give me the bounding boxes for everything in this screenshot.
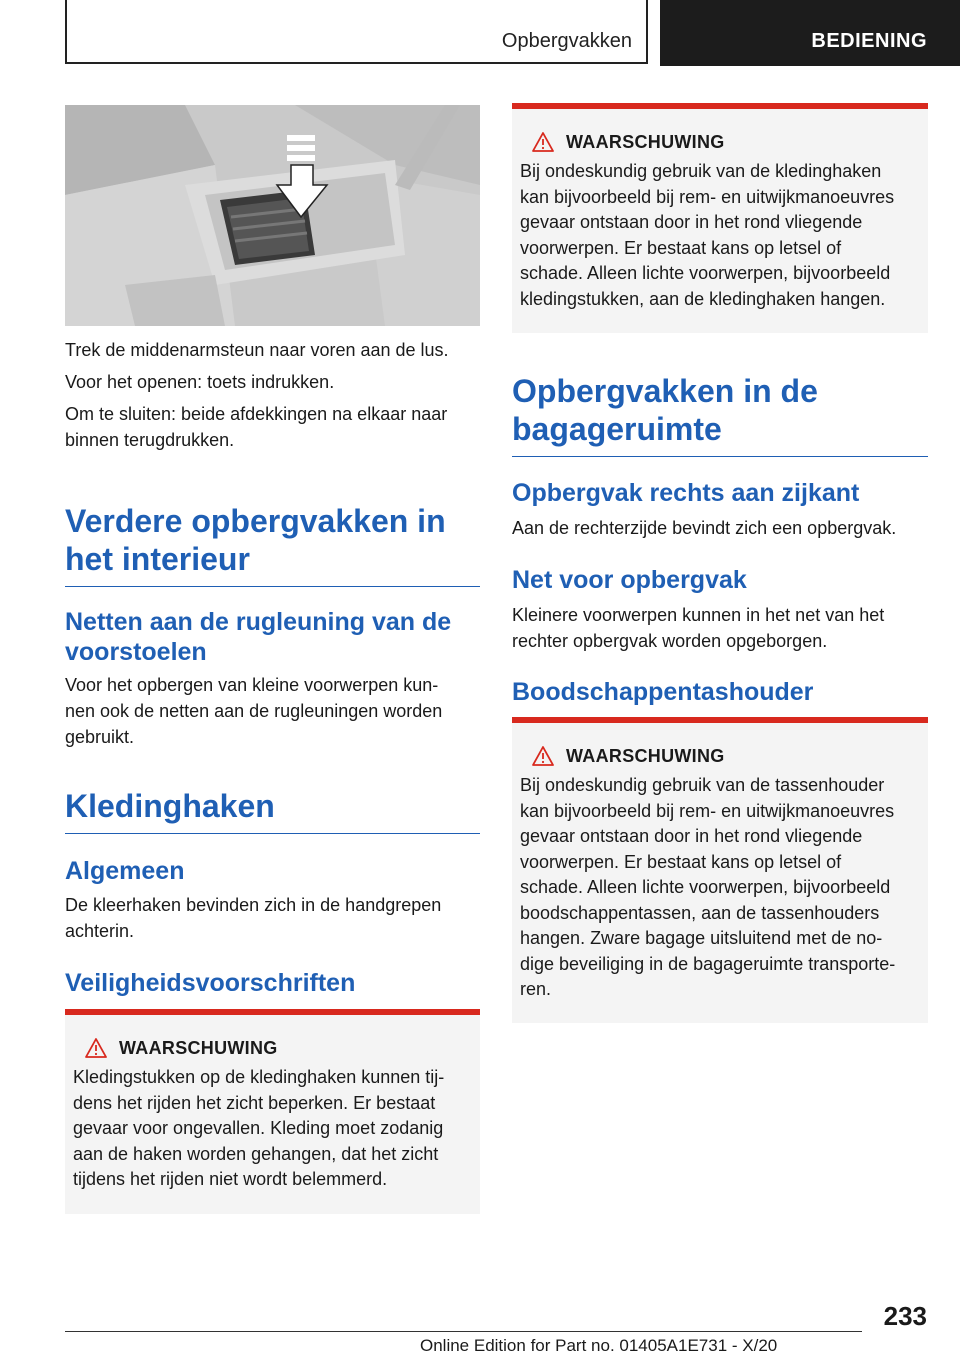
- paragraph-line: De kleerhaken bevinden zich in de handgrepen: [65, 895, 442, 915]
- paragraph-pull-armrest: Trek de middenarmsteun naar voren aan de lus.: [65, 340, 449, 360]
- armrest-illustration: [65, 105, 480, 326]
- warning-line: dens het rijden het zicht beperken. Er bestaat: [73, 1092, 436, 1113]
- warning-line: Kledingstukken op de kledinghaken kunnen tij-: [73, 1067, 445, 1087]
- paragraph-line: Voor het opbergen van kleine voorwerpen kun-: [65, 675, 439, 695]
- warning-header: [73, 1035, 472, 1061]
- paragraph-line: rechter opbergvak worden opgeborgen.: [512, 631, 828, 651]
- footer-divider: [65, 1331, 862, 1332]
- warning-title: WAARSCHUWING: [566, 131, 725, 152]
- warning-line: voorwerpen. Er bestaat kans op letsel of: [520, 851, 842, 872]
- warning-line: voorwerpen. Er bestaat kans op letsel of: [520, 237, 842, 258]
- paragraph-netten: [65, 672, 480, 750]
- chapter-title: BEDIENING: [811, 30, 927, 52]
- warning-line: dige beveiliging in de bagageruimte transporte-: [520, 953, 896, 974]
- heading-verdere-opbergvakken: [65, 502, 480, 587]
- warning-header: [520, 129, 920, 155]
- heading-line: Verdere opbergvakken in: [65, 503, 446, 539]
- heading-line: bagageruimte: [512, 411, 722, 447]
- paragraph-close-line: Om te sluiten: beide afdekkingen na elkaar naar: [65, 404, 448, 424]
- warning-line: ren.: [520, 979, 552, 999]
- heading-opbergvak-rechts: Opbergvak rechts aan zijkant: [512, 479, 860, 507]
- paragraph-line: Kleinere voorwerpen kunnen in het net van het: [512, 605, 885, 625]
- section-title: Opbergvakken: [501, 30, 632, 52]
- heading-net-voor-opbergvak: Net voor opbergvak: [512, 566, 747, 594]
- paragraph-line: achterin.: [65, 921, 135, 941]
- heading-line: Netten aan de rugleuning van de: [65, 608, 452, 636]
- warning-triangle-icon: [520, 131, 566, 153]
- warning-title: WAARSCHUWING: [119, 1037, 278, 1058]
- warning-text: [73, 1065, 472, 1193]
- warning-box-kledinghaken: [65, 1009, 480, 1214]
- warning-line: kan bijvoorbeeld bij rem- en uitwijkmanoeuvres: [520, 800, 895, 821]
- warning-triangle-icon: [520, 745, 566, 767]
- header-chapter-box: [660, 0, 960, 66]
- warning-box-kledinghaken-gebruik: [512, 103, 928, 333]
- paragraph-line: nen ook de netten aan de rugleuningen worden: [65, 701, 443, 721]
- warning-line: tijdens het rijden niet wordt belemmerd.: [73, 1169, 388, 1189]
- paragraph-close-line: binnen terugdrukken.: [65, 430, 235, 450]
- heading-line: voorstoelen: [65, 638, 207, 666]
- paragraph-rechts: Aan de rechterzijde bevindt zich een opbergvak.: [512, 518, 897, 538]
- warning-line: hangen. Zware bagage uitsluitend met de no-: [520, 928, 883, 948]
- heading-boodschappentashouder: Boodschappentashouder: [512, 678, 814, 706]
- warning-box-tassenhouder: [512, 717, 928, 1023]
- warning-line: kledingstukken, aan de kledinghaken hangen.: [520, 288, 886, 309]
- warning-text: [520, 159, 920, 312]
- warning-line: Bij ondeskundig gebruik van de kledinghaken: [520, 161, 882, 181]
- warning-line: kan bijvoorbeeld bij rem- en uitwijkmanoeuvres: [520, 186, 895, 207]
- heading-kledinghaken: Kledinghaken: [65, 787, 480, 834]
- armrest-photo: [65, 105, 480, 326]
- warning-text: [520, 773, 920, 1003]
- paragraph-open: Voor het openen: toets indrukken.: [65, 372, 335, 392]
- warning-line: gevaar ontstaan door in het rond vliegende: [520, 826, 863, 846]
- heading-line: Opbergvakken in de: [512, 373, 818, 409]
- warning-line: Bij ondeskundig gebruik van de tassenhouder: [520, 775, 885, 795]
- paragraph-algemeen: [65, 892, 480, 944]
- paragraph-line: gebruikt.: [65, 727, 135, 747]
- warning-line: gevaar voor ongevallen. Kleding moet zodanig: [73, 1118, 444, 1138]
- warning-line: schade. Alleen lichte voorwerpen, bijvoorbeeld: [520, 263, 891, 283]
- warning-title: WAARSCHUWING: [566, 745, 725, 766]
- page-number: 233: [883, 1301, 927, 1331]
- paragraph-close: [65, 401, 480, 453]
- warning-header: [520, 743, 920, 769]
- heading-opbergvakken-bagageruimte: [512, 372, 928, 457]
- heading-line: het interieur: [65, 541, 250, 577]
- warning-line: boodschappentassen, aan de tassenhouders: [520, 902, 880, 923]
- heading-netten: [65, 607, 480, 667]
- heading-algemeen: Algemeen: [65, 857, 185, 885]
- paragraph-net: [512, 602, 928, 654]
- footer-edition: Online Edition for Part no. 01405A1E731 - X/20: [420, 1336, 778, 1355]
- warning-line: schade. Alleen lichte voorwerpen, bijvoorbeeld: [520, 877, 891, 897]
- warning-line: gevaar ontstaan door in het rond vliegende: [520, 212, 863, 232]
- warning-triangle-icon: [73, 1037, 119, 1059]
- warning-line: aan de haken worden gehangen, dat het zicht: [73, 1143, 439, 1164]
- header-section-box: [65, 0, 648, 64]
- heading-veiligheidsvoorschriften: Veiligheidsvoorschriften: [65, 969, 356, 997]
